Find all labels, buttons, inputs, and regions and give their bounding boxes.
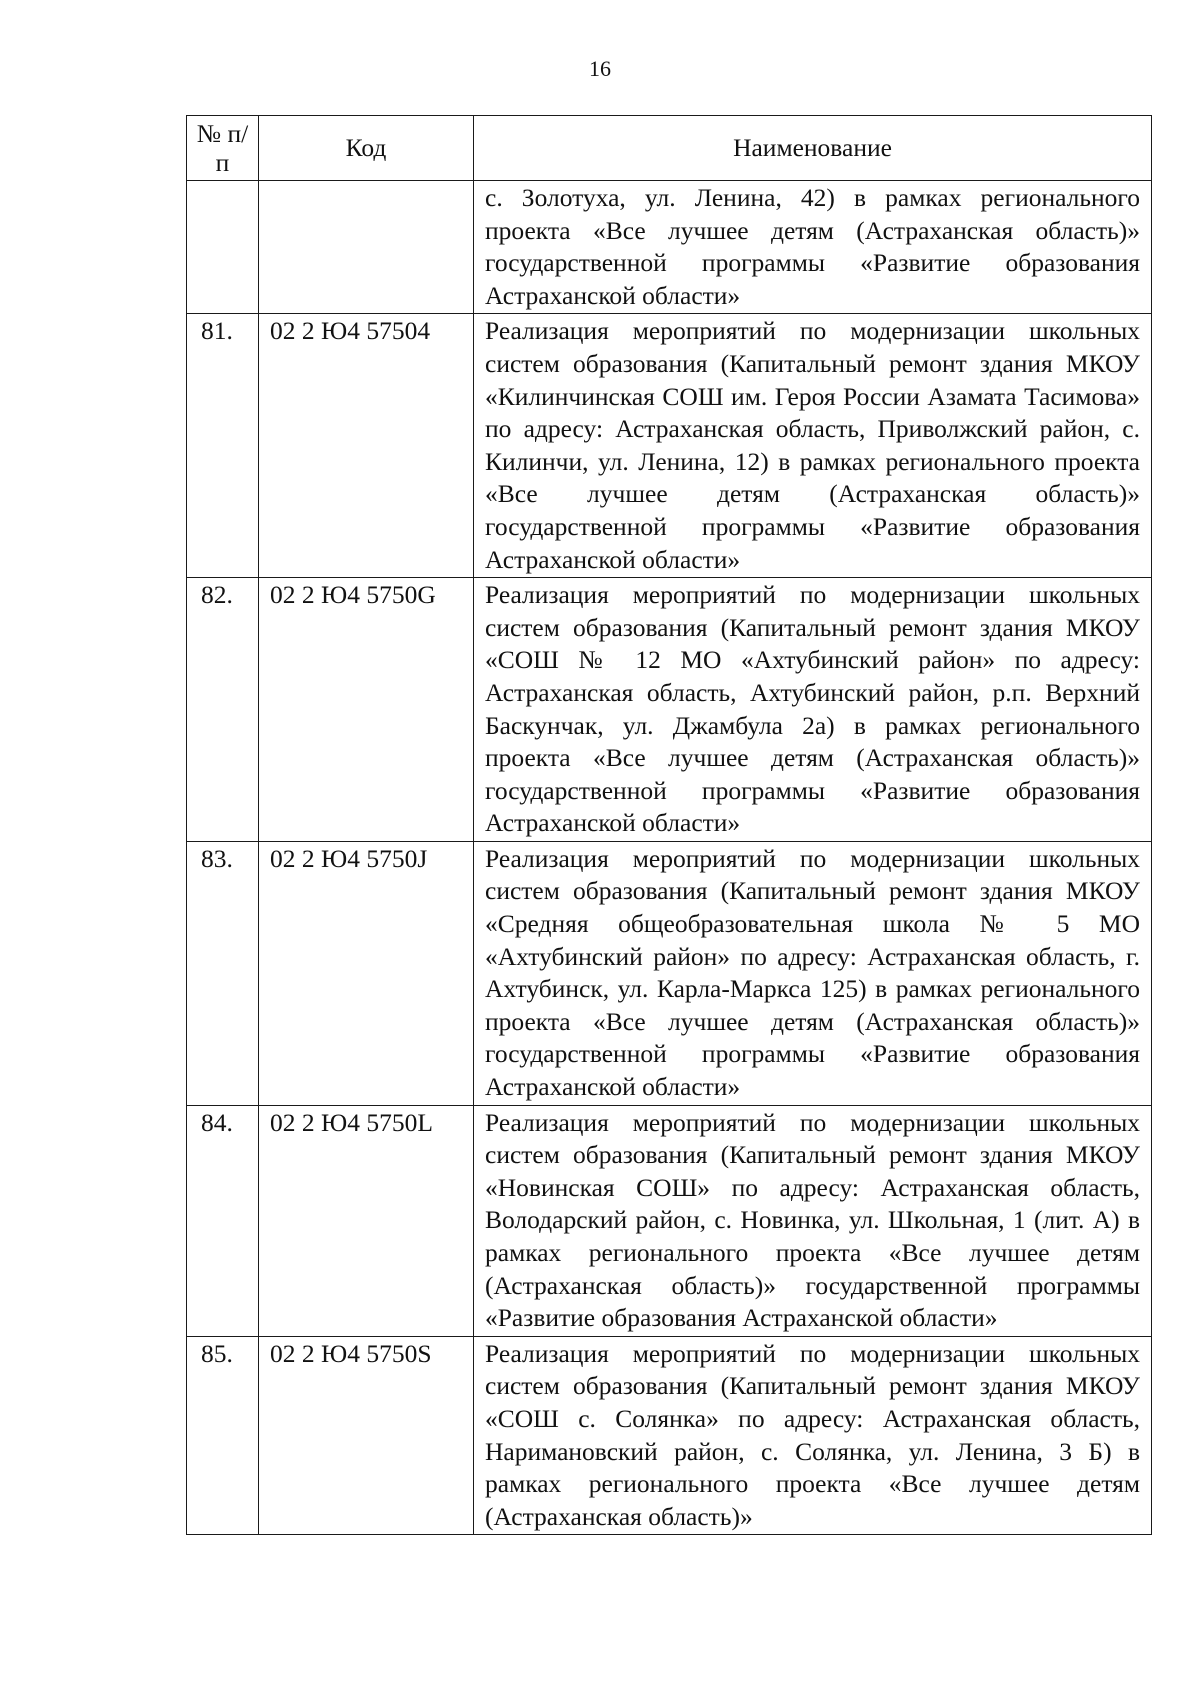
column-header-code: Код [259, 116, 474, 181]
row-code [259, 181, 474, 314]
row-code: 02 2 Ю4 5750G [259, 578, 474, 842]
row-number: 82. [187, 578, 259, 842]
row-code: 02 2 Ю4 5750L [259, 1105, 474, 1336]
row-number: 84. [187, 1105, 259, 1336]
row-number: 81. [187, 314, 259, 578]
row-number: 85. [187, 1336, 259, 1535]
table-row [187, 1105, 1152, 1336]
table-header [187, 116, 1152, 181]
row-name: Реализация мероприятий по модернизации школьных систем образования (Капитальный ремонт здания МКОУ «СОШ № 12 МО «Ахтубинский район» по адресу: Астраханская область, Ахтубинский район, р.п. Верхний Баскунчак, ул. Джамбула 2а) в рамках регионального проекта «Все лучшее детям (Астраханская область)» государственной программы «Развитие образования Астраханской области» [474, 578, 1152, 842]
budget-code-table [186, 115, 1152, 1535]
table-header-row [187, 116, 1152, 181]
row-number: 83. [187, 841, 259, 1105]
row-name: Реализация мероприятий по модернизации школьных систем образования (Капитальный ремонт здания МКОУ «Средняя общеобразовательная школа № 5 МО «Ахтубинский район» по адресу: Астраханская область, г. Ахтубинск, ул. Карла-Маркса 125) в рамках регионального проекта «Все лучшее детям (Астраханская область)» государственной программы «Развитие образования Астраханской области» [474, 841, 1152, 1105]
table-row [187, 314, 1152, 578]
table-row [187, 841, 1152, 1105]
row-name: Реализация мероприятий по модернизации школьных систем образования (Капитальный ремонт здания МКОУ «Килинчинская СОШ им. Героя России Азамата Тасимова» по адресу: Астраханская область, Приволжский район, с. Килинчи, ул. Ленина, 12) в рамках регионального проекта «Все лучшее детям (Астраханская область)» государственной программы «Развитие образования Астраханской области» [474, 314, 1152, 578]
row-code: 02 2 Ю4 5750J [259, 841, 474, 1105]
row-number [187, 181, 259, 314]
table-row-continuation [187, 181, 1152, 314]
table-body [187, 181, 1152, 1535]
row-code: 02 2 Ю4 57504 [259, 314, 474, 578]
column-header-name: Наименование [474, 116, 1152, 181]
row-name: Реализация мероприятий по модернизации школьных систем образования (Капитальный ремонт здания МКОУ «СОШ с. Солянка» по адресу: Астраханская область, Наримановский район, с. Солянка, ул. Ленина, 3 Б) в рамках регионального проекта «Все лучшее детям (Астраханская область)» [474, 1336, 1152, 1535]
row-name: Реализация мероприятий по модернизации школьных систем образования (Капитальный ремонт здания МКОУ «Новинская СОШ» по адресу: Астраханская область, Володарский район, с. Новинка, ул. Школьная, 1 (лит. А) в рамках регионального проекта «Все лучшее детям (Астраханская область)» государственной программы «Развитие образования Астраханской области» [474, 1105, 1152, 1336]
page-number: 16 [589, 56, 611, 81]
table-row [187, 578, 1152, 842]
table-row [187, 1336, 1152, 1535]
row-name: с. Золотуха, ул. Ленина, 42) в рамках регионального проекта «Все лучшее детям (Астраханская область)» государственной программы «Развитие образования Астраханской области» [474, 181, 1152, 314]
column-header-number: № п/п [187, 116, 259, 181]
row-code: 02 2 Ю4 5750S [259, 1336, 474, 1535]
